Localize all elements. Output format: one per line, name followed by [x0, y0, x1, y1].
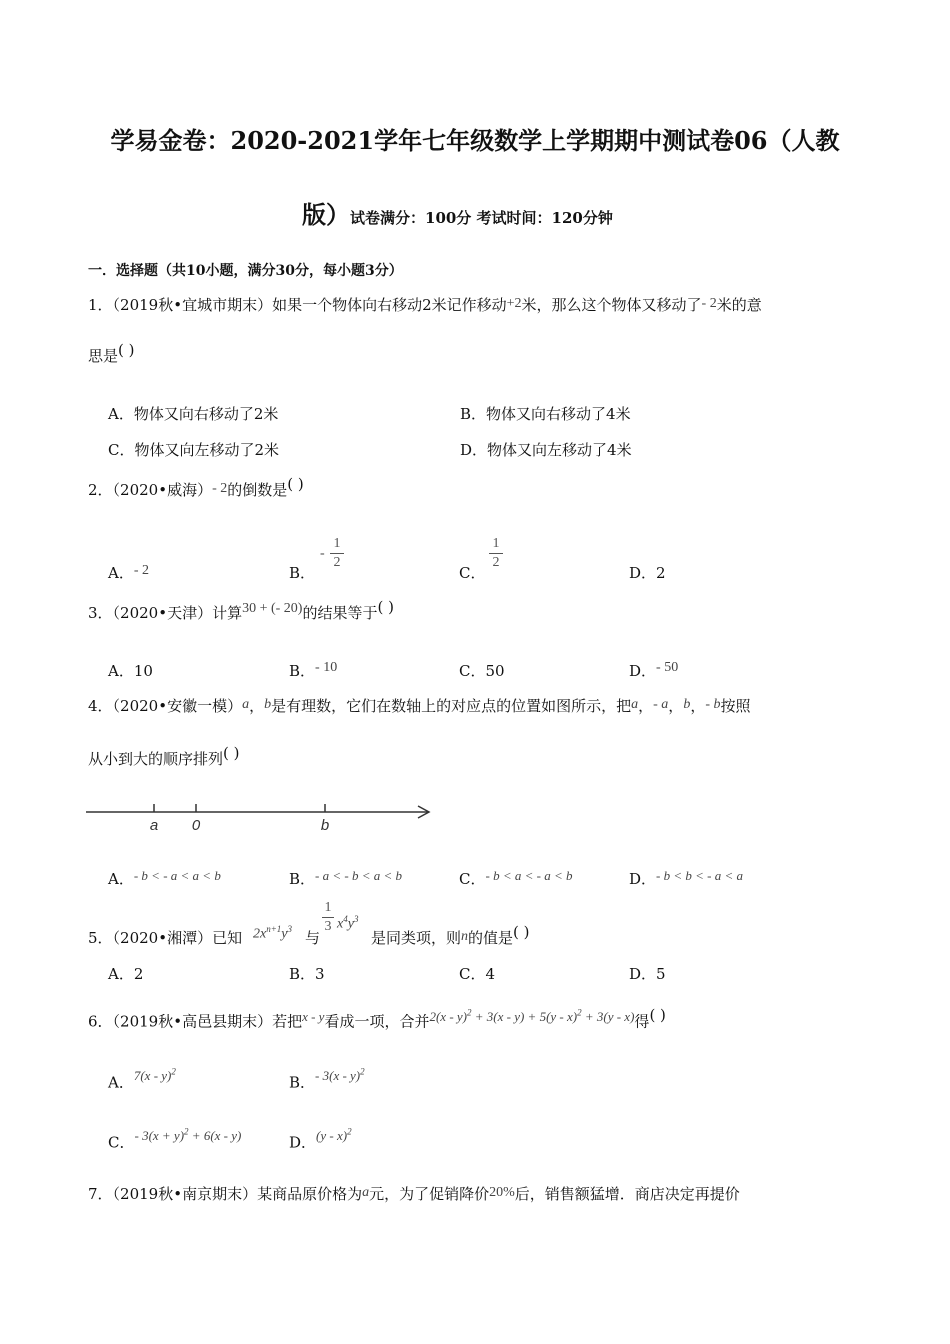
q4-option-a-math: - b < - a < a < b [133, 868, 221, 883]
q6-option-c-label: C． [108, 1133, 135, 1152]
q2-option-b-fraction [330, 536, 344, 571]
q3-option-b [289, 661, 337, 683]
q6-option-c [108, 1129, 241, 1153]
q4-comma: ， [249, 697, 265, 715]
q3-stem [88, 598, 394, 625]
q2-option-a-label: A． [108, 564, 134, 582]
q4-option-d [629, 869, 743, 890]
q5-term2-x: x [337, 916, 344, 932]
q3-math: 30 + (- 20) [242, 601, 303, 616]
q2-option-c-numerator: 1 [492, 536, 500, 551]
q2-option-b-sign: - [320, 546, 325, 561]
q5-stem-c [371, 923, 530, 950]
q6-expr-part2: + 3(x - y) + 5(y - x) [471, 1009, 578, 1025]
q2-option-b-label: B． [289, 564, 316, 582]
q6-text-b: 看成一项，合并 [324, 1012, 430, 1031]
q5-option-d: D．5 [629, 965, 666, 983]
q4-math-m4: - b [705, 697, 721, 712]
q2-option-b-numerator: 1 [333, 536, 341, 551]
q2-stem [88, 475, 304, 502]
q5-term1-y: y [281, 926, 288, 942]
q4-sep: ， [638, 697, 654, 715]
q2-answer-blank: ( ) [287, 475, 304, 493]
q6-text-a: 6．（2019秋•高邑县期末）若把 [88, 1012, 303, 1031]
q6-option-b-exp: 2 [360, 1067, 365, 1077]
q1-text-d: 思是 [88, 347, 119, 365]
q5-answer-blank: ( ) [513, 923, 530, 941]
q4-option-b-math: - a < - b < a < b [315, 868, 403, 883]
q4-option-b [289, 869, 402, 890]
q6-expr-part3: + 3(y - x) [581, 1009, 635, 1025]
q2-option-b-denominator: 2 [333, 555, 341, 570]
q5-stem-a: 5．（2020•湘潭）已知 [88, 929, 243, 947]
q1-text-a: 1．（2019秋•宜城市期末）如果一个物体向右移动2米记作移动 [88, 296, 507, 314]
q6-text-c: 得 [634, 1012, 650, 1031]
q3-option-d [629, 661, 678, 683]
q7-text-c: 后，销售额猛增．商店决定再提价 [514, 1185, 740, 1203]
q4-math-a: a [242, 697, 250, 712]
q1-stem-cont [88, 341, 135, 366]
q6-option-d-exp: 2 [347, 1127, 352, 1137]
q3-option-c: C．50 [459, 662, 505, 680]
q6-option-c-math [134, 1128, 241, 1143]
q2-option-d: D．2 [629, 564, 666, 582]
q2-text-b: 的倒数是 [227, 481, 288, 499]
q7-math-a: a [362, 1185, 370, 1200]
q6-option-b-label: B． [289, 1073, 316, 1092]
q4-text-d: 从小到大的顺序排列 [88, 750, 224, 768]
q6-expr-part1: 2(x - y) [429, 1009, 467, 1025]
q6-math-x-minus-y: x - y [302, 1009, 325, 1025]
q5-text-c: 是同类项，则 [371, 929, 462, 947]
q1-option-b: B．物体又向右移动了4米 [460, 405, 631, 423]
q1-text-b: 米，那么这个物体又移动了 [521, 296, 702, 314]
q6-option-a-exp: 2 [171, 1067, 176, 1077]
q1-answer-blank: ( ) [118, 341, 135, 359]
q5-term1-base: 2x [253, 926, 267, 942]
q6-stem [88, 1008, 666, 1032]
q6-option-d-math [316, 1128, 352, 1143]
axis-label-b: b [320, 817, 330, 834]
q3-option-b-math: - 10 [315, 660, 338, 675]
q4-option-c [459, 869, 572, 890]
q4-stem-cont [88, 744, 240, 769]
q4-option-b-label: B． [289, 870, 316, 888]
q6-option-a-base: 7(x - y) [133, 1068, 172, 1084]
q4-math-m3: b [683, 697, 691, 712]
q5-term2 [337, 909, 358, 935]
q4-stem [88, 696, 751, 718]
q5-option-a: A．2 [108, 965, 144, 983]
q5-term1-exp: n+1 [266, 924, 282, 934]
q4-math-m2: - a [653, 697, 669, 712]
q5-text-b: 与 [305, 929, 321, 947]
q7-text-b: 元，为了促销降价 [369, 1185, 490, 1203]
q4-option-c-math: - b < a < - a < b [485, 868, 573, 883]
q3-option-d-label: D． [629, 662, 657, 680]
axis-label-a: a [149, 817, 159, 834]
q6-option-c-base: - 3(x + y) [134, 1128, 185, 1144]
q2-option-c-denominator: 2 [492, 555, 500, 570]
q4-option-d-math: - b < b < - a < a [656, 868, 744, 883]
q4-option-a [108, 869, 221, 890]
q3-option-b-label: B． [289, 662, 316, 680]
section-heading: 一．选择题（共10小题，满分30分，每小题3分） [88, 263, 403, 279]
q5-option-c: C．4 [459, 965, 496, 983]
q5-term2-y: y [347, 916, 354, 932]
q7-stem [88, 1184, 740, 1206]
q1-math-plus2: +2 [506, 296, 522, 311]
q6-option-b-base: - 3(x - y) [315, 1068, 361, 1084]
q6-option-b-math [315, 1068, 365, 1083]
q2-option-c-fraction [489, 536, 503, 571]
fraction-bar [322, 917, 334, 918]
exam-title-line2 [302, 200, 613, 229]
q1-option-a: A．物体又向右移动了2米 [108, 405, 279, 423]
q2-option-a-math: - 2 [133, 563, 150, 578]
q1-math-minus2: - 2 [701, 296, 717, 311]
q5-fraction-denominator: 3 [324, 919, 332, 934]
q6-option-c-rest: + 6(x - y) [188, 1128, 242, 1144]
fraction-bar [489, 553, 503, 554]
q3-text-a: 3．（2020•天津）计算 [88, 604, 243, 622]
q5-fraction [322, 900, 334, 935]
q4-math-m1: a [631, 697, 639, 712]
q4-sep: ， [668, 697, 684, 715]
q5-math-n: n [461, 929, 469, 944]
q2-option-a [108, 563, 149, 585]
q5-term2-yexp: 3 [353, 914, 359, 924]
q6-option-a-label: A． [108, 1073, 134, 1092]
q5-fraction-numerator: 1 [324, 900, 332, 915]
q2-option-c-label: C． [459, 564, 486, 582]
q4-answer-blank: ( ) [223, 744, 240, 762]
q6-expression [429, 1009, 634, 1024]
q6-expr-exp1: 2 [467, 1008, 472, 1018]
q3-text-b: 的结果等于 [302, 604, 378, 622]
q4-option-a-label: A． [108, 870, 134, 888]
q6-option-c-exp: 2 [184, 1127, 189, 1137]
q3-answer-blank: ( ) [377, 598, 394, 616]
q4-option-d-label: D． [629, 870, 657, 888]
q5-term1-yexp: 3 [287, 924, 293, 934]
axis-label-zero: 0 [191, 817, 201, 834]
q4-text-a: 4．（2020•安徽一模） [88, 697, 243, 715]
q4-option-c-label: C． [459, 870, 486, 888]
q4-text-b: 是有理数，它们在数轴上的对应点的位置如图所示，把 [271, 697, 632, 715]
q5-term2-xexp: 4 [343, 914, 348, 924]
q6-option-a-math [134, 1068, 176, 1083]
title-line2-text: 版） [302, 200, 350, 229]
q6-option-d-base: (y - x) [316, 1128, 348, 1144]
q5-term1 [253, 919, 292, 945]
q4-sep: ， [690, 697, 706, 715]
q2-text-a: 2．（2020•威海） [88, 481, 213, 499]
q4-math-b: b [264, 697, 272, 712]
q6-option-d-label: D． [289, 1133, 317, 1152]
q7-text-a: 7．（2019秋•南京期末）某商品原价格为 [88, 1185, 363, 1203]
q6-answer-blank: ( ) [649, 1006, 666, 1025]
number-line-figure [84, 798, 436, 838]
q6-option-d [289, 1129, 352, 1153]
q1-option-d: D．物体又向左移动了4米 [460, 441, 632, 459]
q1-stem [88, 295, 762, 317]
q4-text-c: 按照 [720, 697, 751, 715]
q6-expr-exp2: 2 [577, 1008, 582, 1018]
q6-option-b [289, 1069, 365, 1093]
exam-title: 学易金卷：2020-2021学年七年级数学上学期期中测试卷06（人教 [110, 126, 840, 155]
q5-text-d: 的值是 [468, 929, 514, 947]
q1-text-c: 米的意 [716, 296, 762, 314]
fraction-bar [330, 553, 344, 554]
q5-option-b: B．3 [289, 965, 325, 983]
exam-subtitle: 试卷满分：100分 考试时间：120分钟 [350, 209, 613, 227]
q6-option-a [108, 1069, 176, 1093]
q3-option-a: A．10 [108, 662, 153, 680]
q1-option-c: C．物体又向左移动了2米 [108, 441, 280, 459]
q2-math: - 2 [212, 481, 228, 496]
q7-math-percent: 20% [489, 1185, 515, 1200]
q3-option-d-math: - 50 [656, 660, 679, 675]
